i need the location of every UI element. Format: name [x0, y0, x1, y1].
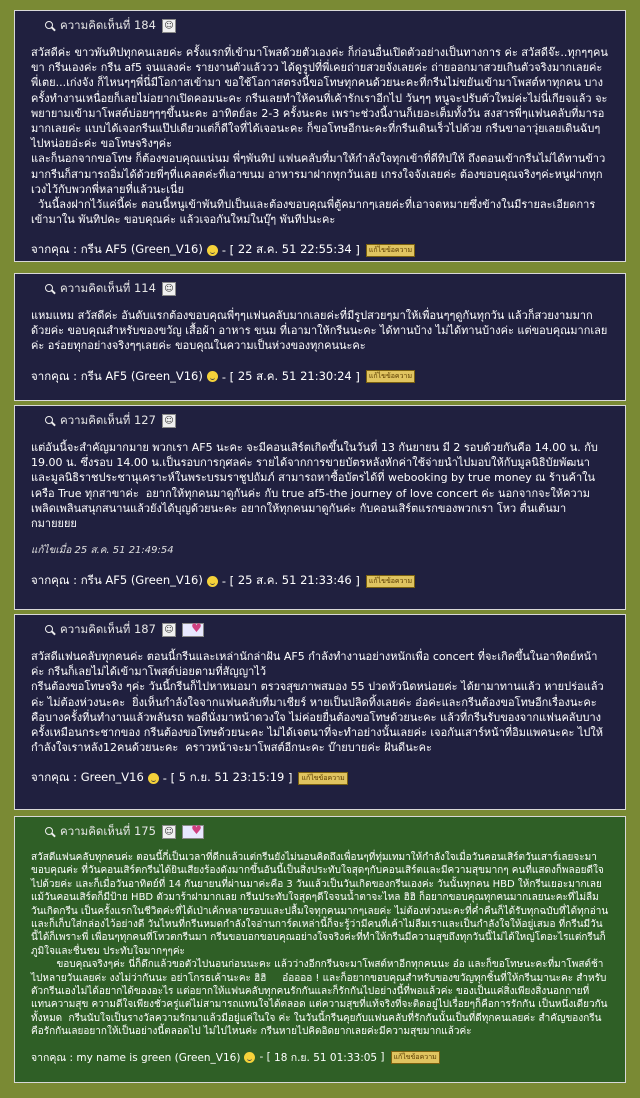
comment-127 [14, 405, 626, 610]
author: จากคุณ : กรีน AF5 (Green_V16) [31, 368, 203, 383]
comment-header [45, 412, 609, 430]
comment-number: ความคิดเห็นที่ 114 [60, 281, 156, 295]
emoticon-icon: ☺ [162, 623, 176, 637]
comment-header [45, 621, 609, 639]
comment-body: สวัสดีแฟนคลับทุกคนค่ะ ตอนนี้กรีนและเหล่านักล่าฝัน AF5 กำลังทำงานอย่างหนักเพื่อ concert ที่จะเกิดขึ้นในอาทิตย์หน้าค่ะ กรีนก็เลยไม่ได้เข้ามาโพสต์บ่อยตามที่สัญญาไว้ กรีนต้องขอโทษจริง ๆค่ะ วันนี้กรีนก็ไปหาหมอมา ตรวจสุขภาพสมอง 55 ปวดหัวนิดหน่อยค่ะ ได้ยามาทานแล้ว หายปร่อแล้วค่ะ ไม่ต้องห่วงนะคะ ยิ่งเห็นกำลังใจจากแฟนคลับที่มาเชียร์ หายเป็นปลิดทิ้งเลยค่ะ อ๋อค่ะและกรีนต้องขอโทษอีกเรื่องนะคะ คือบางครั้งที่นทำงานแล้วพลันรถ พอดีนั่งมาหน้าดวงใจ ไม่ค่อยยื่นต้องขอโทษด้วยนะคะ แล้วที่กรีนรับของจากแฟนคลับบางครั้งเหมือนกระชากของ กรีนต้องขอโทษด้วยนะคะ ไม่ได้เจตนาที่จะทำอย่างนั้นเลยค่ะ เจอกันเสาร์หน้าที่อิมแพคนะคะ ไปให้กำลังใจเราหลัง12คนด้วยนะคะ คราวหน้าจะมาโพสต์อีกนะคะ บ๊ายบายค่ะ ฝันดีนะคะ [31, 650, 604, 755]
comment-114 [14, 273, 626, 401]
magnifier-icon[interactable] [45, 21, 56, 32]
smiley-icon [207, 371, 218, 382]
post-date: 25 ส.ค. 51 21:30:24 [237, 368, 352, 383]
comment-number: ความคิดเห็นที่ 127 [60, 413, 156, 427]
emoticon-icon: ☺ [162, 282, 176, 296]
edit-button[interactable]: แก้ไขข้อความ [366, 244, 415, 257]
author: จากคุณ : Green_V16 [31, 770, 144, 785]
magnifier-icon[interactable] [45, 284, 56, 295]
heart-icon [182, 623, 204, 637]
smiley-icon [244, 1052, 255, 1063]
emoticon-icon: ☺ [162, 825, 176, 839]
heart-icon [182, 825, 204, 839]
edit-button[interactable]: แก้ไขข้อความ [366, 370, 415, 383]
edit-button[interactable]: แก้ไขข้อความ [391, 1051, 440, 1064]
magnifier-icon[interactable] [45, 827, 56, 838]
magnifier-icon[interactable] [45, 416, 56, 427]
post-date: 22 ส.ค. 51 22:55:34 [237, 242, 352, 257]
author: จากคุณ : my name is green (Green_V16) [31, 1051, 241, 1064]
emoticon-icon: ☺ [162, 414, 176, 428]
comment-header [45, 17, 609, 35]
smiley-icon [207, 245, 218, 256]
comment-175 [14, 816, 626, 1083]
comment-184 [14, 10, 626, 262]
smiley-icon [207, 576, 218, 587]
edit-button[interactable]: แก้ไขข้อความ [366, 575, 415, 588]
author: จากคุณ : กรีน AF5 (Green_V16) [31, 573, 203, 588]
comment-body: แหมแหม สวัสดีค่ะ อันดับแรกต้องขอบคุณพี่ๆๆแฟนคลับมากเลยค่ะที่มีรูปสวยๆมาให้เพื่อนๆๆดูกันทุกวัน แล้วก็สวยงามมากด้วยค่ะ ขอบคุณสำหรับของขวัญ เสื้อผ้า อาหาร ขนม ที่เอามาให้กรีนนะคะ ได้ทานบ้าง ไม่ได้ทานบ้างค่ะ แต่ขอบคุณมากเลยค่ะ อร่อยทุกอย่างจริงๆๆเลยค่ะ ขอบคุณในความเป็นห่วงของทุกคนนะคะ [31, 309, 608, 353]
smiley-icon [148, 773, 159, 784]
comment-body: สวัสดีแฟนคลับทุกคนค่ะ ตอนนี้กี่เป็นเวลาที่ดีกแล้วแต่กรีนยังไม่นอนคิดถึงเพื่อนๆที่ทุ่มเทมาให้กำลังใจเมื่อวันคอนเสิร์ตวันเสาร์เลยจะมาขอบคุณค่ะ ที่วันคอนเสิร์ตกรีนได้ยินเสียงร้องดังมากขึ้นอันนี้เป็นสิ่งประทับใจสุดๆกับคอนเสิร์ตและมีความสุขมากๆ คนที่แสดงก็พลอยดีใจไปด้วยค่ะ และก็เมื่อวันอาทิตย์ที่ 14 กันยายนที่ผ่านมาค่ะคือ 3 วันแล้วเป็นวันเกิดของกรีนเองค่ะ วันนั้นทุกคน HBD ให้กรีนเยอะมากเลย แม้วันคอนเสิร์ตก็มีป้าย HBD ตัวมาร้าฝามากเลย กรีนประทับใจสุดๆดีใจจนน้ำตาจะไหล ฮิฮิ ก็อยากขอบคุณทุกคนมากเลยนะคะที่ไม่ลืมวันเกิดกรีน เป็นครั้งแรกในชีวิตค่ะที่ได้เป่าเค้กหลายรอบและปลื้มใจทุกคนมากๆเลยค่ะ ไม่ต้องห่วงนะคะที่ค่ำคืนก็ได้รับทุกฉบับที่ได้ทุกอ่านและก็เก็บใส่กล่องไว้อย่างดี วันไหนที่กรีนหมดกำลังใจอ่านการ์ดเหล่านี้ก็จะรู้ว่ามีคนที่เค้าไม่ลืมเราและเป็นกำลังใจให้อยู่เสมอ ที่กรีนมีวันนี้ได้ก็เพราะพี่ เพื่อนๆทุกคนที่โหวตกรีนมา กรีนขอบอกขอบคุณอย่างใจจริงค่ะที่ทำให้กรีนมีความสุขถึงทุกวันนี้ไม่ได้ใหญ่โตอะไรแต่กรีนก็ภูมิใจและชื่นชม ประทับใจมากๆๆค่ะ ขอบคุณจริงๆค่ะ นี่ก็ดึกแล้วขอตัวไปนอนก่อนนะคะ แล้วว่างอีกกรีนจะมาโพสต์หาอีกทุกคนนะ อ๋อ และก็ขอโทษนะคะที่มาโพสต์ช้าไปหลายวันเลยค่ะ งงไม่ว่ากันนะ อย่าโกรธเค้านะคะ ฮิฮิ อ๋ออออ ! และก็อยากขอบคุณสำหรับของขวัญทุกชิ้นที่ให้กรีนมานะคะ สำหรับตัวกรีนเองไม่ได้อยากได้ของอะไร แต่อยากให้แฟนคลับทุกคนรักกันและก็รักกันไปอย่างนี้ที่พอแล้วค่ะ ของเป็นแค่สิ่งเพียงสิ่งนอกกายที่แทนความสุข ความดีใจเพียงชั่วครู่แต่ไม่สามารถแทนใจได้ตลอด แต่ความสุขที่แท้จริงที่จะติดอยู่ไปเรื่อยๆก็คือการรักกัน เป็นหนึ่งเดียวกันทั้งหมด กรีนนับใจเป็นรางวัลความรักมาแล้วมีอยู่แค่ในใจ ค่ะ ในวันนี้กรีนคุยกับแฟนคลับที่รักกันนั้นเป็นที่ดีทุกคนเลยค่ะ สำคัญของกรีนคือรักกันเลยอยากให้เป็นอย่างนี้ตลอดไป ไม่ไปไหนค่ะ กรีนหายไปคิดอิดยากเลยค่ะมีความสุขมากแล้วค่ะ [31, 852, 609, 1038]
comment-number: ความคิดเห็นที่ 184 [60, 18, 156, 32]
comment-body: แต่อันนี้จะสำคัญมากมาย พวกเรา AF5 นะคะ จะมีคอนเสิร์ตเกิดขึ้นในวันที่ 13 กันยายน มี 2 รอบด้วยกันคือ 14.00 น. กับ 19.00 น. ซึ่งรอบ 14.00 น.เป็นรอบการกุศลค่ะ รายได้จากการขายบัตรหลังหักค่าใช้จ่ายนำไปมอบให้กับมูลนิธิบัยพัฒนาและมูลนิธิราชประชานุเคราะห์ในพระบรมราชูปถัมภ์ สามารถหาซื้อบัตรได้ที่ webooking by true money ณ ร้านค้าในเครือ True ทุกสาขาค่ะ อยากให้ทุกคนมาดูกันค่ะ กับ true af5-the journey of love concert ค่ะ นอกจากจะให้ความเพลิดเพลินสนุกสนานแล้วยังได้บุญด้วยนะคะ อยากให้ทุกคนมาดูกันค่ะ กับคอนเสิร์ตแรกของพวกเรา โหว ตื่นเต้นมากมายยยย [31, 441, 602, 531]
post-date: 5 ก.ย. 51 23:15:19 [178, 770, 285, 785]
magnifier-icon[interactable] [45, 625, 56, 636]
emoticon-icon: ☺ [162, 19, 176, 33]
comment-footer: จากคุณ : กรีน AF5 (Green_V16) - [ 22 ส.ค. 51 22:55:34 ] แก้ไขข้อความ [31, 241, 609, 259]
comment-number: ความคิดเห็นที่ 187 [60, 622, 156, 636]
post-date: 18 ก.ย. 51 01:33:05 [274, 1051, 378, 1064]
comment-footer: จากคุณ : กรีน AF5 (Green_V16) - [ 25 ส.ค. 51 21:30:24 ] แก้ไขข้อความ [31, 368, 609, 386]
comment-number: ความคิดเห็นที่ 175 [60, 824, 156, 838]
comment-header [45, 823, 609, 841]
edit-button[interactable]: แก้ไขข้อความ [298, 772, 347, 785]
post-date: 25 ส.ค. 51 21:33:46 [237, 573, 352, 588]
comment-footer: จากคุณ : my name is green (Green_V16) - [ 18 ก.ย. 51 01:33:05 ] แก้ไขข้อความ [31, 1049, 609, 1066]
comment-footer: จากคุณ : กรีน AF5 (Green_V16) - [ 25 ส.ค. 51 21:33:46 ] แก้ไขข้อความ [31, 572, 609, 590]
comment-footer: จากคุณ : Green_V16 - [ 5 ก.ย. 51 23:15:19 ] แก้ไขข้อความ [31, 769, 609, 787]
comment-body: สวัสดีค่ะ ขาวพันทิปทุกคนเลยค่ะ ครั้งแรกที่เข้ามาโพสด้วยตัวเองค่ะ ก็ก่อนอื่นเปิดตัวอย่างเป็นทางการ ค่ะ สวัสดีจ๊ะ..ทุกๆๆคนขา กรีนเองค่ะ กรีน af5 จนแลงค่ะ รายงานตัวแล้ววว ได้ดูรูปที่พี่เคยถ่ายสวยจังเลยค่ะ ถ่ายออกมาสวยเกินตัวจริงมากเลยค่ะ พี่เตย...เก่งจัง ก็ไหนๆๆพี่นี่มีโอกาสเข้ามา ขอใช้โอกาสตรงนี้ขอโทษทุกคนด้วยนะคะที่กรีนไม่ขยันเข้ามาโพสต์หาทุกคน บางครั้งทำงานเหนื่อยก็เลยไม่อยากเปิดคอมนะคะ กรีนเลยทำให้คนที่เค้ารักเราอีกไป วันๆๆ หนูจะปรับตัวใหม่ค่ะไม่นี่เกียจแล้ว จะพยายามเข้ามาโพสต์บ่อยๆๆๆขึ้นนะคะ อาทิตย์ละ 2-3 ครั้งนะคะ เพราะช่วงนี้งานก็เยอะเต็มทั้งวัน สงสารพี่ๆแฟนคลับที่มารอมากเลยค่ะ แบบได้เจอกรีนแป๊ปเดียวแต่ก็ดีใจที่ได้เจอนะคะ ก็ขอโทษอีกนะคะที่กรีนเดินเร็วไปด้วย กรีนขาอาวุ่ยเลยเดินฉับๆไปหน่อยอ่ะค่ะ ขอโทษจริงๆค่ะ และก็นอกจากขอโทษ ก็ต้องขอบคุณแน่นม พี่ๆพันทิป แฟนคลับที่มาให้กำลังใจทุกเข้าที่ดีทิปให้ ถึงตอนเข้ากรีนไม่ได้ทานข้าวมากรีนก็สามารถอิ่มได้ด้วยพี่ๆที่แคลตค่ะที่เอาขนม อาหารมาฝากทุกวันเลย เกรงใจจังเลยค่ะ ต้องขอบคุณจริงๆค่ะหนูฝากทุกเวงไว้กับพวกพี่หลายที่แล้วนะเนี่ย วันนี้ลงฝากไว้แค่นี้ค่ะ ตอนนี้หนูเข้าพันทิปเป็นและต้องขอบคุณพี่ตู้คมากๆเลยค่ะที่เอาจดหมายซึ่งข้างในมีรายละเอียดการเข้ามาใน พันทิปคะ ขอบคุณค่ะ แล้วเจอกันใหม่ในบุ๊ๆ พันทีปนะคะ [31, 46, 608, 227]
author: จากคุณ : กรีน AF5 (Green_V16) [31, 242, 203, 257]
comment-header [45, 280, 609, 298]
edited-note: แก้ไขเมื่อ 25 ส.ค. 51 21:49:54 [31, 545, 174, 557]
comment-187 [14, 614, 626, 810]
